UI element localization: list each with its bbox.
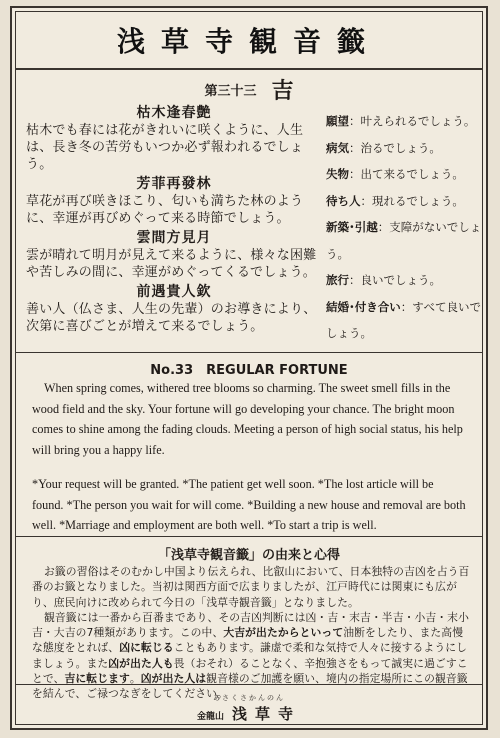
poem-title: 前遇貴人欽: [136, 284, 212, 300]
prediction-key: 待ち人: [326, 193, 361, 208]
page-title: 浅草寺観音籤: [116, 25, 381, 58]
history-paragraph: お籤の習俗はそのむかし中国より伝えられ、比叡山において、日本独特の吉凶を占う百番のお籤となりました。当初は関西方面で広まりましたが、江戸時代には関東にも広がり、庶民向けに改められて今日の「浅草寺観音籤」となりました。: [32, 565, 470, 609]
prediction-item: [326, 267, 482, 294]
history-span: こともあります。謙虚で柔和な気持で人々に接するようにしましょう。また: [32, 641, 468, 670]
prediction-key: 病気: [326, 140, 349, 155]
footer: [16, 688, 482, 724]
section-divider: [16, 352, 482, 353]
prediction-item: [326, 214, 482, 267]
poem-text: 枯木でも春には花がきれいに咲くように、人生は、長き冬の苦労もいつか必ず報われるでしょう。: [26, 123, 304, 172]
english-title: No.33 REGULAR FORTUNE: [150, 363, 348, 378]
prediction-item: [326, 135, 482, 162]
history-span: 畏（おそれ）ることなく、辛抱強さをもって誠実に過ごすことで、: [32, 656, 468, 686]
prediction-value: ：叶えられるでしょう。: [349, 114, 476, 128]
poem-text: 草花が再び咲きほこり、匂いも満ちた林のように、幸運が再びめぐって来る時節でしょう。: [26, 194, 304, 226]
poem-column: [26, 104, 322, 337]
english-notes: *Your request will be granted. *The patient get well soon. *The lost article will be found. *The person you wait for will come. *Building a new house and removal are both well. *Marriage and employment are both well. *To start a trip is well.: [32, 477, 466, 532]
header: [16, 12, 482, 70]
footer-furigana: あさくさかんのん: [213, 694, 285, 702]
english-text: When spring comes, withered tree blooms so charming. The sweet smell fills in the wood field and the sky. Your fortune will go developing your chance. The bright moon comes to shine among the fading clouds. Meeting a person of high social status, his help will bring you a happy life.: [32, 381, 463, 457]
history-emphasis: 凶が出た人も: [108, 656, 174, 670]
prediction-value: ：良いでしょう。: [349, 273, 441, 287]
history-text: [32, 564, 470, 702]
prediction-value: ：出て来るでしょう。: [349, 167, 464, 181]
history-span: 観音様のご加護を願い、境内の指定場所にこの観音籤を結んで、ご禄つなぎをしてください。: [32, 672, 468, 701]
prediction-item: [326, 294, 482, 347]
footer-mountain: 金龍山: [196, 712, 224, 722]
prediction-key: 旅行: [326, 273, 349, 287]
prediction-key: 新築･引越: [326, 220, 378, 234]
history-span: 。: [129, 672, 141, 686]
poem-title: 枯木逢春艶: [136, 105, 212, 121]
poem-block: [26, 229, 322, 281]
prediction-list: [326, 108, 482, 347]
poem-block: [26, 104, 322, 173]
poem-title: 雲間方見月: [136, 230, 212, 246]
sheet-frame: [15, 11, 483, 725]
history-emphasis: 吉に転じます: [64, 672, 130, 686]
history-span: 油断をしたり、また高慢な態度をとれば、: [32, 626, 464, 655]
fortune-heading: [16, 74, 482, 104]
history-emphasis: 大吉が出たからといって: [223, 626, 344, 640]
prediction-value: ：すべて良いでしょう。: [326, 299, 482, 340]
history-span: 観音籤には一番から百番まであり、その吉凶判断には凶・吉・末吉・半吉・小吉・末小吉・大吉の7種類があります。この中、: [32, 610, 469, 640]
history-emphasis: 凶が出た人は: [140, 672, 207, 686]
prediction-key: 結婚･付き合い: [326, 299, 401, 314]
prediction-key: 願望: [326, 114, 349, 128]
footer-temple-line: [16, 703, 482, 724]
footer-temple: 浅草寺: [232, 705, 302, 723]
poem-block: [26, 283, 322, 335]
prediction-value: ：治るでしょう。: [349, 140, 441, 155]
omikuji-sheet: [10, 6, 488, 730]
poem-title: 芳菲再發林: [136, 176, 212, 192]
poem-block: [26, 175, 322, 227]
fortune-number: 第三十三: [204, 84, 257, 99]
prediction-item: [326, 161, 482, 188]
prediction-value: ：現れるでしょう。: [360, 193, 464, 208]
section-divider: [16, 536, 482, 537]
prediction-item: [326, 188, 482, 215]
prediction-value: ：支障がないでしょう。: [326, 220, 482, 261]
history-title: 「浅草寺観音籤」の由来と心得: [157, 548, 340, 563]
fortune-luck: 吉: [271, 79, 294, 104]
poem-text: 雲が晴れて明月が見えて来るように、様々な困難や苦しみの間に、幸運がめぐってくるでしょう。: [26, 248, 317, 280]
history-emphasis: 凶に転じる: [119, 641, 174, 655]
poem-text: 善い人（仏さま、人生の先輩）のお導きにより、次第に喜びごとが増えて来るでしょう。: [26, 302, 317, 334]
prediction-item: [326, 108, 482, 135]
section-divider: [16, 684, 482, 685]
prediction-key: 失物: [326, 167, 349, 181]
